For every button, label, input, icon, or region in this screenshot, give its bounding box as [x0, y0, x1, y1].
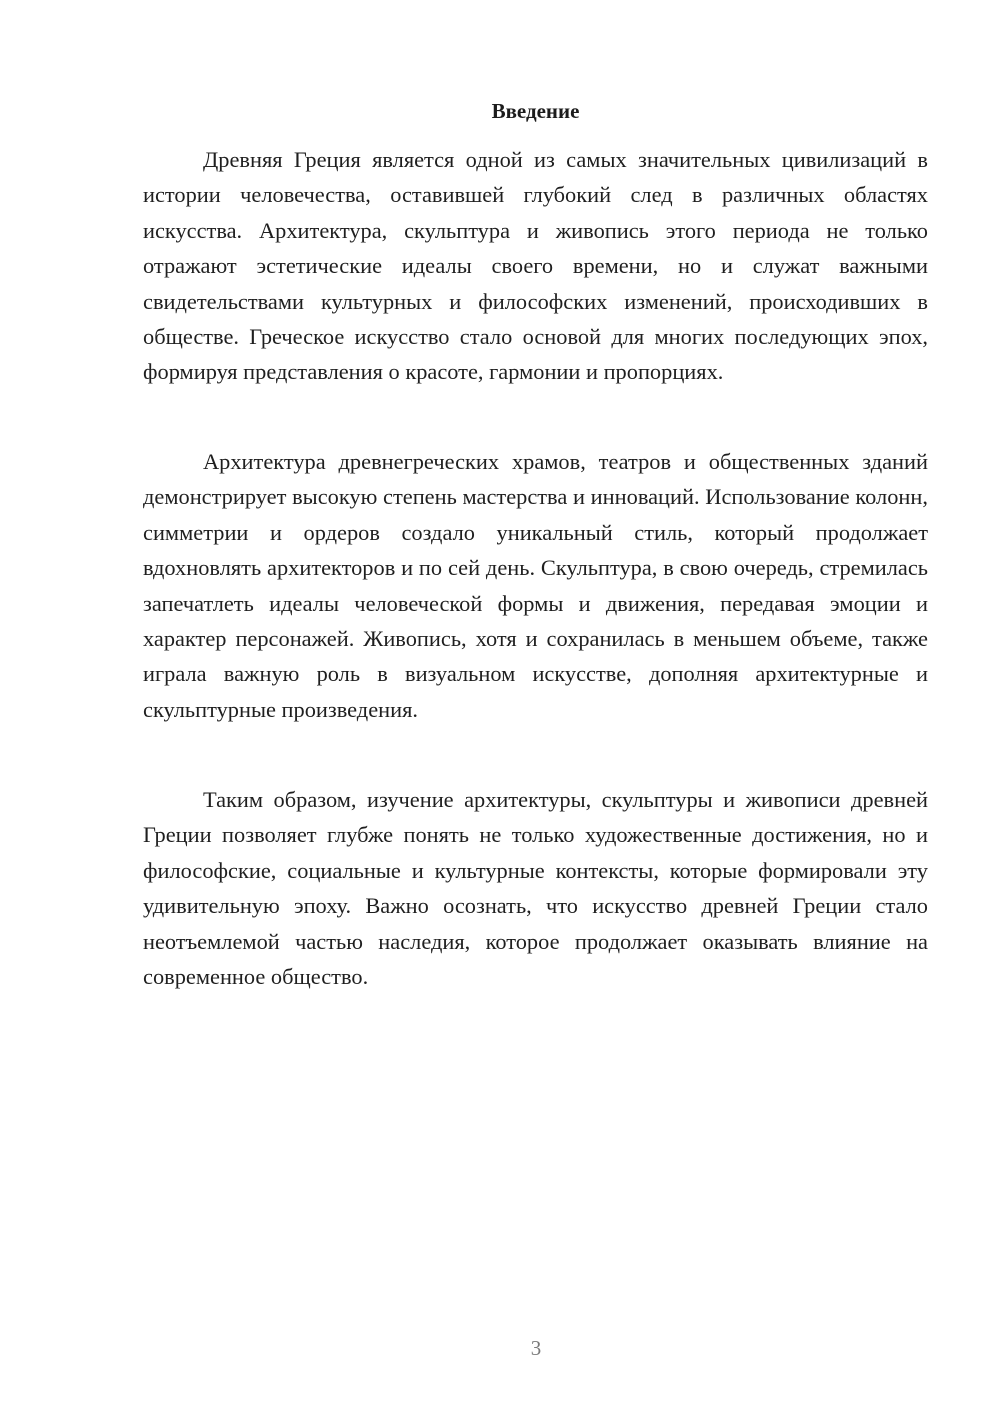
paragraph: Таким образом, изучение архитектуры, скульптуры и живописи древней Греции позволяет глубже понять не только художественные достижения, но и философские, социальные и культурные контексты, которые формировали эту удивительную эпоху. Важно осознать, что искусство древней Греции стало неотъемлемой частью наследия, которое продолжает оказывать влияние на современное общество. — [143, 787, 928, 990]
page-number: 3 — [530, 1336, 542, 1360]
section-heading: Введение — [491, 99, 580, 123]
paragraph: Древняя Греция является одной из самых значительных цивилизаций в истории человечества, оставившей глубокий след в различных областях искусства. Архитектура, скульптура и живопись этого периода не только отражают эстетические идеалы своего времени, но и служат важными свидетельствами культурных и философских изменений, происходивших в обществе. Греческое искусство стало основой для многих последующих эпох, формируя представления о красоте, гармонии и пропорциях. — [143, 147, 928, 385]
paragraph: Архитектура древнегреческих храмов, театров и общественных зданий демонстрирует высокую степень мастерства и инноваций. Использование колонн, симметрии и ордеров создало уникальный стиль, который продолжает вдохновлять архитекторов и по сей день. Скульптура, в свою очередь, стремилась запечатлеть идеалы человеческой формы и движения, передавая эмоции и характер персонажей. Живопись, хотя и сохранилась в меньшем объеме, также играла важную роль в визуальном искусстве, дополняя архитектурные и скульптурные произведения. — [143, 449, 928, 722]
